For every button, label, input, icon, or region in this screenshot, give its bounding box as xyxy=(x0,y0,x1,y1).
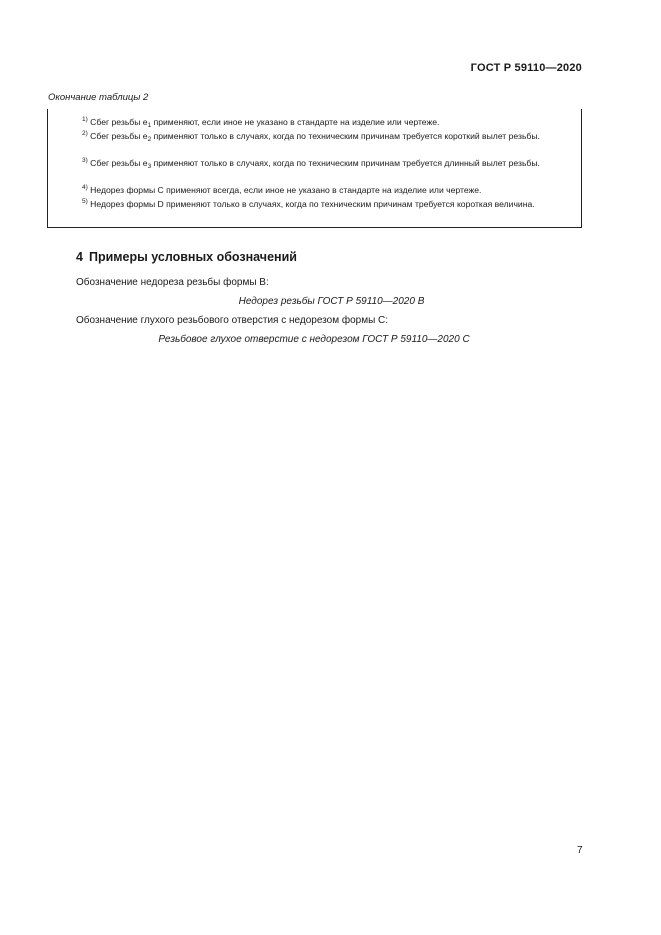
footnote-5 xyxy=(62,198,576,212)
footnote-4 xyxy=(62,184,576,198)
footnote-text: Сбег резьбы e xyxy=(90,117,148,127)
section-heading xyxy=(76,250,297,264)
designation-example: Недорез резьбы ГОСТ Р 59110—2020 В xyxy=(238,296,425,307)
footnote-text: Недорез формы С применяют всегда, если иное не указано в стандарте на изделие или чертеже. xyxy=(90,185,482,195)
footnote-mark: 3) xyxy=(82,157,88,164)
footnote-text: Недорез формы D применяют только в случаях, когда по техническим причинам требуется короткая величина. xyxy=(90,199,535,209)
footnote-text: Сбег резьбы e xyxy=(90,131,148,141)
footnote-mark: 1) xyxy=(82,116,88,123)
paragraph: Обозначение глухого резьбового отверстия с недорезом формы С: xyxy=(76,315,389,326)
footnote-text: Сбег резьбы e xyxy=(90,158,148,168)
footnote-3 xyxy=(62,157,576,171)
footnote-text: применяют только в случаях, когда по техническим причинам требуется длинный вылет резьбы. xyxy=(151,158,540,168)
footnote-mark: 2) xyxy=(82,130,88,137)
footnote-1 xyxy=(62,116,576,130)
footnote-mark: 4) xyxy=(82,184,88,191)
table-footnotes xyxy=(47,109,582,228)
footnote-subscript: 2 xyxy=(147,136,152,143)
footnote-text: применяют, если иное не указано в стандарте на изделие или чертеже. xyxy=(151,117,440,127)
section-title: Примеры условных обозначений xyxy=(88,250,297,264)
table-caption: Окончание таблицы 2 xyxy=(48,92,149,103)
section-number: 4 xyxy=(76,250,83,264)
designation-example: Резьбовое глухое отверстие с недорезом ГОСТ Р 59110—2020 С xyxy=(158,334,470,345)
footnote-text: применяют только в случаях, когда по техническим причинам требуется короткий вылет резьбы. xyxy=(151,131,540,141)
page-number: 7 xyxy=(577,845,583,856)
footnote-subscript: 3 xyxy=(147,163,152,170)
footnote-2 xyxy=(62,130,576,144)
standard-designation: ГОСТ Р 59110—2020 xyxy=(470,62,582,74)
paragraph: Обозначение недореза резьбы формы В: xyxy=(76,277,269,288)
footnote-mark: 5) xyxy=(82,198,88,205)
footnote-subscript: 1 xyxy=(147,122,152,129)
